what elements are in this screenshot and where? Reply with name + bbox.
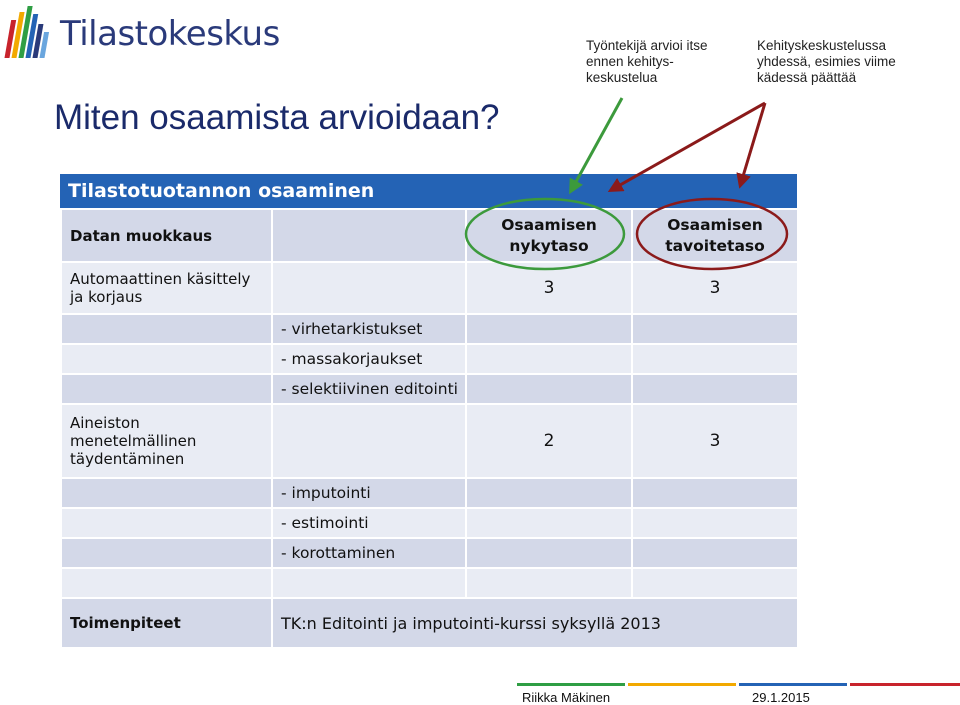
logo-bars-icon bbox=[4, 4, 54, 62]
group-name-line: ja korjaus bbox=[70, 288, 143, 306]
col-header-line: tavoitetaso bbox=[665, 236, 765, 255]
group-name bbox=[61, 262, 272, 314]
empty-cell bbox=[632, 344, 798, 374]
skills-grid bbox=[60, 208, 799, 649]
note-line: kädessä päättää bbox=[757, 70, 857, 85]
tilastokeskus-logo bbox=[4, 4, 280, 62]
empty-cell bbox=[272, 262, 466, 314]
empty-cell bbox=[632, 478, 798, 508]
empty-cell bbox=[632, 314, 798, 344]
slide-title: Miten osaamista arvioidaan? bbox=[54, 98, 500, 137]
skill-item: - virhetarkistukset bbox=[272, 314, 466, 344]
table-row bbox=[61, 568, 798, 598]
group-name bbox=[61, 404, 272, 478]
footer-line-blue bbox=[739, 683, 847, 686]
note-line: keskustelua bbox=[586, 70, 658, 85]
empty-cell bbox=[466, 374, 632, 404]
red-arrow-icon bbox=[741, 103, 765, 183]
actions-label: Toimenpiteet bbox=[61, 598, 272, 648]
empty-cell bbox=[61, 314, 272, 344]
empty-cell bbox=[61, 508, 272, 538]
table-row bbox=[61, 209, 798, 262]
empty-cell bbox=[632, 508, 798, 538]
col-header-line: Osaamisen bbox=[667, 215, 763, 234]
skill-item: - estimointi bbox=[272, 508, 466, 538]
table-row bbox=[61, 508, 798, 538]
footer-line-red bbox=[850, 683, 960, 686]
target-level-value: 3 bbox=[632, 262, 798, 314]
note-line: yhdessä, esimies viime bbox=[757, 54, 896, 69]
empty-cell bbox=[61, 568, 272, 598]
empty-cell bbox=[466, 314, 632, 344]
current-level-value: 3 bbox=[466, 262, 632, 314]
skill-item: - selektiivinen editointi bbox=[272, 374, 466, 404]
empty-cell bbox=[272, 209, 466, 262]
empty-cell bbox=[466, 538, 632, 568]
table-row bbox=[61, 404, 798, 478]
skills-table bbox=[60, 174, 797, 649]
footer-date: 29.1.2015 bbox=[752, 690, 810, 705]
note-line: ennen kehitys- bbox=[586, 54, 674, 69]
skill-item: - massakorjaukset bbox=[272, 344, 466, 374]
table-row bbox=[61, 598, 798, 648]
empty-cell bbox=[466, 508, 632, 538]
table-row bbox=[61, 314, 798, 344]
empty-cell bbox=[632, 568, 798, 598]
table-row bbox=[61, 344, 798, 374]
col-header-current-level bbox=[466, 209, 632, 262]
empty-cell bbox=[632, 374, 798, 404]
empty-cell bbox=[61, 374, 272, 404]
table-row bbox=[61, 478, 798, 508]
table-header: Tilastotuotannon osaaminen bbox=[60, 174, 797, 208]
logo-text: Tilastokeskus bbox=[60, 14, 280, 54]
empty-cell bbox=[466, 568, 632, 598]
group-name-line: Aineiston bbox=[70, 414, 140, 432]
current-level-value: 2 bbox=[466, 404, 632, 478]
empty-cell bbox=[272, 404, 466, 478]
group-name-line: Automaattinen käsittely bbox=[70, 270, 251, 288]
col-header-line: Osaamisen bbox=[501, 215, 597, 234]
empty-cell bbox=[61, 344, 272, 374]
col-header-target-level bbox=[632, 209, 798, 262]
group-name-line: täydentäminen bbox=[70, 450, 185, 468]
empty-cell bbox=[466, 478, 632, 508]
actions-text: TK:n Editointi ja imputointi-kurssi syksyllä 2013 bbox=[272, 598, 798, 648]
col-header-area: Datan muokkaus bbox=[61, 209, 272, 262]
table-row bbox=[61, 538, 798, 568]
table-row bbox=[61, 374, 798, 404]
empty-cell bbox=[61, 478, 272, 508]
note-employee-self-assessment bbox=[586, 38, 736, 86]
group-name-line: menetelmällinen bbox=[70, 432, 197, 450]
empty-cell bbox=[466, 344, 632, 374]
note-development-discussion bbox=[757, 38, 957, 86]
col-header-line: nykytaso bbox=[509, 236, 589, 255]
empty-cell bbox=[632, 538, 798, 568]
footer-line-green bbox=[517, 683, 625, 686]
footer-line-yellow bbox=[628, 683, 736, 686]
skill-item: - imputointi bbox=[272, 478, 466, 508]
empty-cell bbox=[61, 538, 272, 568]
empty-cell bbox=[272, 568, 466, 598]
footer-author: Riikka Mäkinen bbox=[522, 690, 611, 705]
skill-item: - korottaminen bbox=[272, 538, 466, 568]
note-line: Kehityskeskustelussa bbox=[757, 38, 887, 53]
table-row bbox=[61, 262, 798, 314]
note-line: Työntekijä arvioi itse bbox=[586, 38, 708, 53]
target-level-value: 3 bbox=[632, 404, 798, 478]
